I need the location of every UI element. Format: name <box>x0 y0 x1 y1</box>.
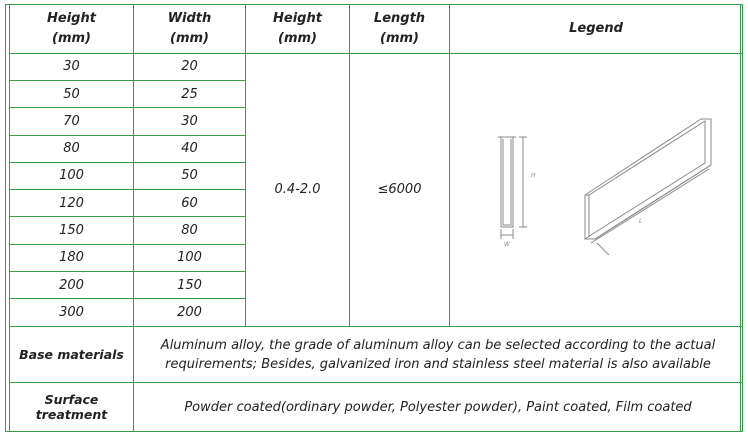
header-width <box>134 5 246 54</box>
surface-treatment-text: Powder coated(ordinary powder, Polyester powder), Paint coated, Film coated <box>134 383 743 432</box>
legend-l-label: L <box>639 217 643 225</box>
row-width-cell: 20 <box>134 53 246 80</box>
row-width-cell: 60 <box>134 190 246 217</box>
header-height <box>10 5 134 54</box>
header-thickness <box>246 5 350 54</box>
row-width-cell: 80 <box>134 217 246 244</box>
base-materials-line-2: requirements; Besides, galvanized iron and stainless steel material is also available <box>165 356 711 372</box>
header-legend: Legend <box>450 5 743 54</box>
section-inner <box>503 139 511 225</box>
row-width-cell: 40 <box>134 135 246 162</box>
header-row <box>10 5 743 54</box>
row-height-cell: 80 <box>10 135 134 162</box>
header-length-unit: (mm) <box>380 30 419 46</box>
base-materials-text <box>134 326 743 383</box>
row-height-cell: 100 <box>10 162 134 189</box>
row-height-cell: 180 <box>10 244 134 271</box>
header-height-unit: (mm) <box>52 30 91 46</box>
row-width-cell: 200 <box>134 299 246 326</box>
row-width-cell: 30 <box>134 108 246 135</box>
row-width-cell: 150 <box>134 272 246 299</box>
header-thickness-unit: (mm) <box>278 30 317 46</box>
row-height-cell: 300 <box>10 299 134 326</box>
legend-cell <box>450 53 743 326</box>
thickness-cell: 0.4-2.0 <box>246 53 350 326</box>
legend-h-label: H <box>531 171 536 179</box>
spec-table <box>9 4 743 432</box>
row-width-cell: 50 <box>134 162 246 189</box>
row-height-cell: 120 <box>10 190 134 217</box>
row-height-cell: 50 <box>10 80 134 107</box>
row-height-cell: 30 <box>10 53 134 80</box>
header-length-title: Length <box>373 10 426 26</box>
length-cell: ≤6000 <box>350 53 450 326</box>
row-height-cell: 150 <box>10 217 134 244</box>
header-length <box>350 5 450 54</box>
row-height-cell: 200 <box>10 272 134 299</box>
base-materials-row <box>10 326 743 383</box>
base-materials-line-1: Aluminum alloy, the grade of aluminum alloy can be selected according to the actual <box>160 337 716 353</box>
channel-profile-drawing <box>461 115 731 265</box>
surface-treatment-label: Surface treatment <box>10 383 134 432</box>
table-row <box>10 53 743 80</box>
header-width-unit: (mm) <box>170 30 209 46</box>
header-thickness-title: Height <box>273 10 322 26</box>
row-width-cell: 25 <box>134 80 246 107</box>
surface-treatment-row <box>10 383 743 432</box>
row-height-cell: 70 <box>10 108 134 135</box>
legend-w-label: W <box>504 240 510 248</box>
l-dimension-line <box>591 169 709 243</box>
base-materials-label: Base materials <box>10 326 134 383</box>
header-height-title: Height <box>47 10 96 26</box>
channel-outer <box>585 119 711 239</box>
row-width-cell: 100 <box>134 244 246 271</box>
header-width-title: Width <box>167 10 212 26</box>
